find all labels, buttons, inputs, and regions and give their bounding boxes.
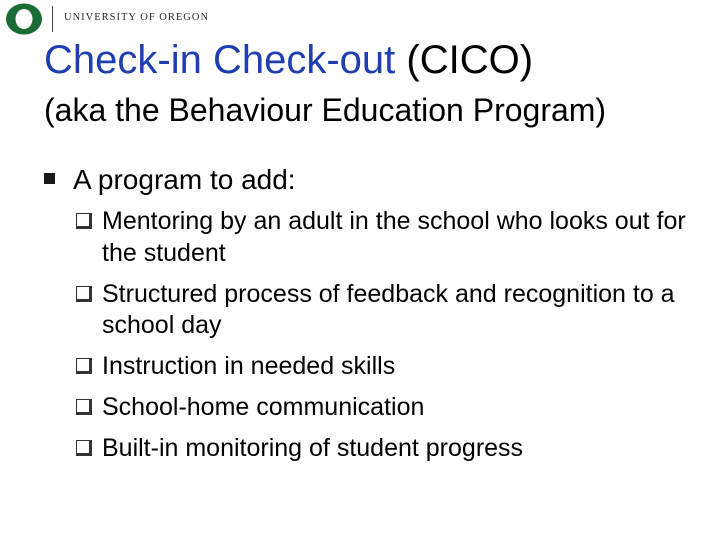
list-item-text: Instruction in needed skills <box>102 352 396 380</box>
checkbox-bullet-icon <box>76 358 92 374</box>
list-item-text: Mentoring by an adult in the school who looks out for the student <box>102 207 686 267</box>
square-bullet-icon <box>44 173 55 184</box>
main-bullet <box>44 162 296 198</box>
list-item <box>76 433 686 465</box>
university-name: UNIVERSITY OF OREGON <box>64 12 210 23</box>
title-accent: Check-in Check-out <box>44 38 396 82</box>
list-item-text: Structured process of feedback and recognition to a school day <box>102 279 675 339</box>
main-bullet-text: A program to add: <box>73 164 296 195</box>
checkbox-bullet-icon <box>76 213 92 229</box>
list-item <box>76 392 686 424</box>
checkbox-bullet-icon <box>76 399 92 415</box>
checkbox-bullet-icon <box>76 286 92 302</box>
slide-subtitle: (aka the Behaviour Education Program) <box>44 92 607 128</box>
university-o-logo-icon <box>4 2 44 36</box>
logo-divider <box>52 6 53 32</box>
list-item <box>76 351 686 383</box>
slide-title <box>44 36 533 84</box>
checkbox-bullet-icon <box>76 440 92 456</box>
sub-bullet-list <box>76 206 686 474</box>
list-item-text: School-home communication <box>102 393 425 421</box>
list-item-text: Built-in monitoring of student progress <box>102 434 524 462</box>
title-plain: (CICO) <box>406 38 534 82</box>
list-item <box>76 279 686 342</box>
list-item <box>76 206 686 269</box>
